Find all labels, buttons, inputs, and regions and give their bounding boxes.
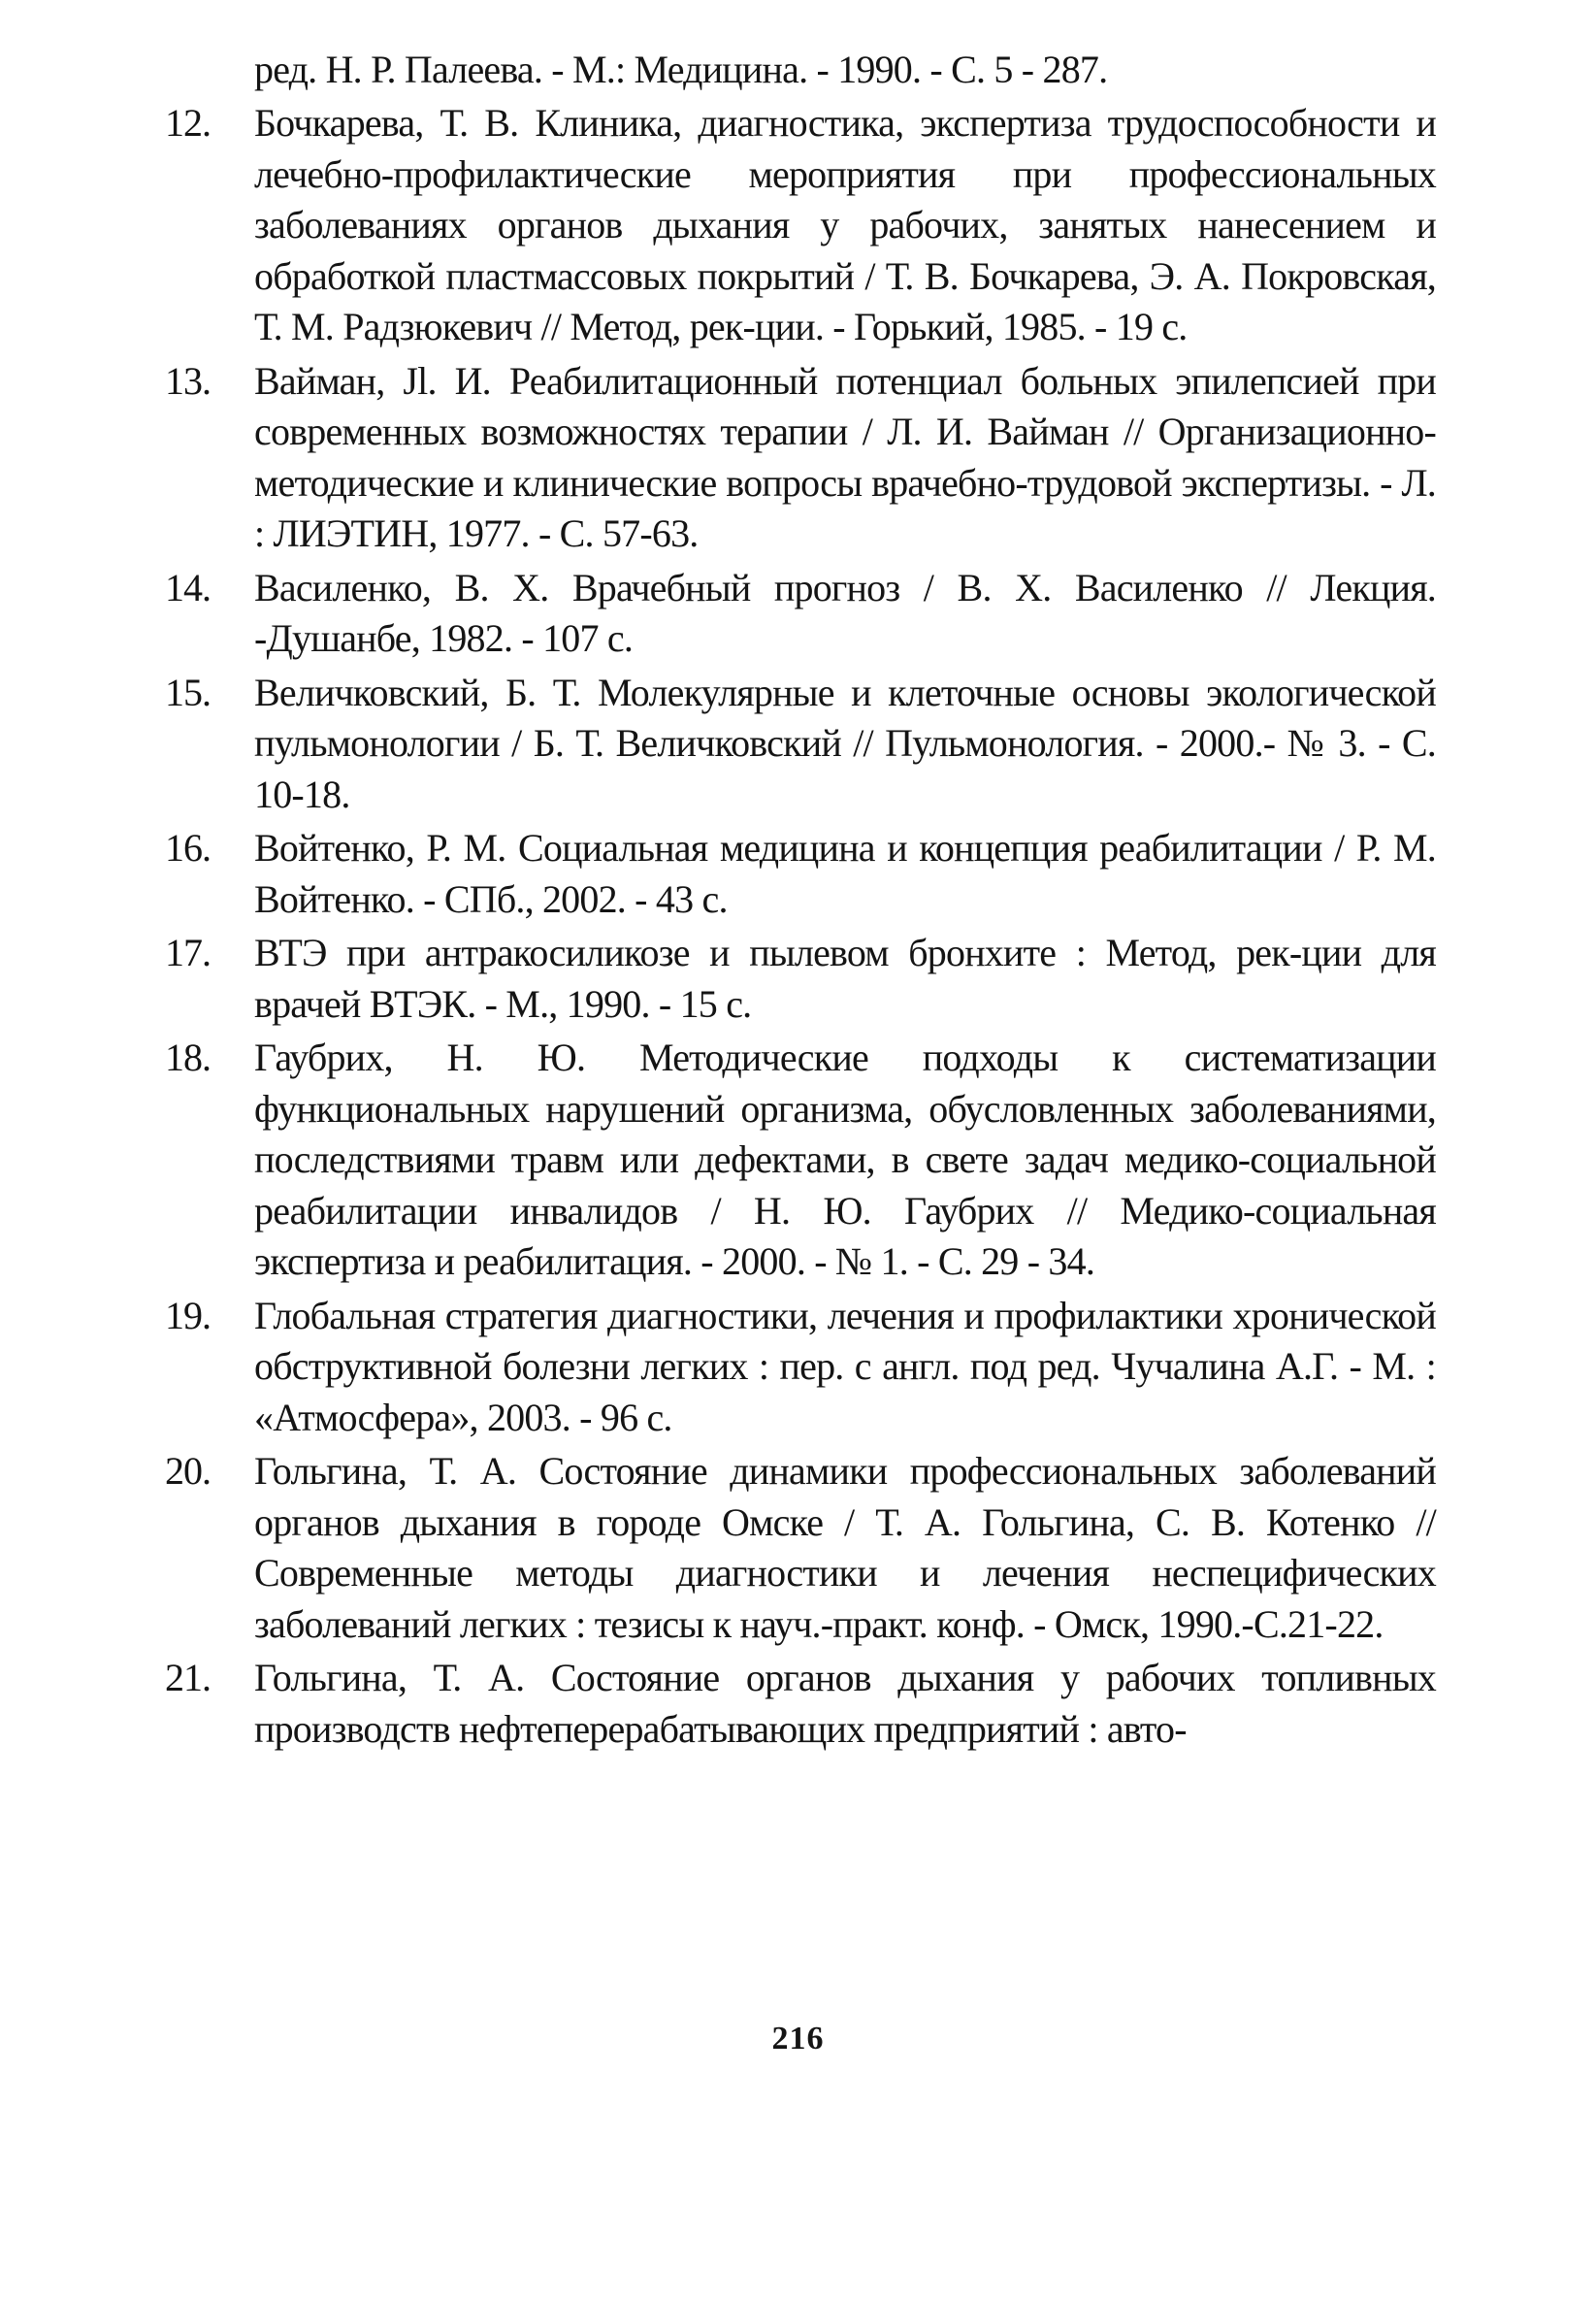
reference-item-18	[165, 1033, 1436, 1288]
reference-text: Гаубрих, Н. Ю. Методические подходы к систематизации функциональных нарушений организма, обусловленных заболеваниями, последствиями травм или дефектами, в свете задач медико-социальной реабилитации инвалидов / Н. Ю. Гаубрих // Медико-социальная экспертиза и реабилитация. - 2000. - № 1. - С. 29 - 34.	[254, 1036, 1436, 1283]
reference-continuation-line: ред. Н. Р. Палеева. - М.: Медицина. - 1990. - С. 5 - 287.	[254, 48, 1108, 91]
reference-list	[165, 45, 1436, 1755]
reference-number: 19.	[165, 1293, 211, 1337]
reference-number: 14.	[165, 565, 211, 609]
reference-item-15	[165, 668, 1436, 821]
reference-item-13	[165, 356, 1436, 560]
page-number: 216	[771, 2021, 825, 2056]
reference-item-19	[165, 1291, 1436, 1444]
reference-text: Гольгина, Т. А. Состояние динамики профессиональных заболеваний органов дыхания в городе Омске / Т. А. Гольгина, С. В. Котенко // Современные методы диагностики и лечения неспецифических заболеваний легких : тезисы к науч.-практ. конф. - Омск, 1990.-С.21-22.	[254, 1449, 1436, 1646]
reference-text: Бочкарева, Т. В. Клиника, диагностика, экспертиза трудоспособности и лечебно-профилактические мероприятия при профессиональных заболеваниях органов дыхания у рабочих, занятых нанесением и обработкой пластмассовых покрытий / Т. В. Бочкарева, Э. А. Покровская, Т. М. Радзюкевич // Метод, рек-ции. - Горький, 1985. - 19 с.	[254, 101, 1436, 348]
reference-text: Вайман, Jl. И. Реабилитационный потенциал больных эпилепсией при современных возможностях терапии / Л. И. Вайман // Организационно-методические и клинические вопросы врачебно-трудовой экспертизы. - Л. : ЛИЭТИН, 1977. - С. 57-63.	[254, 358, 1436, 555]
reference-text: Гольгина, Т. А. Состояние органов дыхания у рабочих топливных производств нефтеперерабатывающих предприятий : авто-	[254, 1656, 1436, 1751]
reference-text: Величковский, Б. Т. Молекулярные и клеточные основы экологической пульмонологии / Б. Т. Величковский // Пульмонология. - 2000.- № 3. - С. 10-18.	[254, 670, 1436, 816]
reference-number: 15.	[165, 670, 211, 714]
reference-item-16	[165, 823, 1436, 925]
reference-item-17	[165, 928, 1436, 1030]
reference-text: Войтенко, Р. М. Социальная медицина и концепция реабилитации / Р. М. Войтенко. - СПб., 2002. - 43 с.	[254, 826, 1436, 921]
reference-item-21	[165, 1653, 1436, 1755]
reference-text: Василенко, В. X. Врачебный прогноз / В. X. Василенко // Лекция. -Душанбе, 1982. - 107 с.	[254, 565, 1436, 660]
reference-item-20	[165, 1446, 1436, 1650]
reference-text: ВТЭ при антракосиликозе и пылевом бронхите : Метод, рек-ции для врачей ВТЭК. - М., 1990. - 15 с.	[254, 931, 1436, 1026]
reference-number: 16.	[165, 826, 211, 870]
reference-number: 12.	[165, 101, 211, 145]
reference-text: Глобальная стратегия диагностики, лечения и профилактики хронической обструктивной болезни легких : пер. с англ. под ред. Чучалина А.Г. - М. : «Атмосфера», 2003. - 96 с.	[254, 1293, 1436, 1439]
reference-item-12	[165, 98, 1436, 353]
reference-number: 17.	[165, 931, 211, 974]
reference-number: 18.	[165, 1036, 211, 1079]
reference-number: 20.	[165, 1449, 211, 1493]
reference-number: 13.	[165, 358, 211, 403]
reference-number: 21.	[165, 1656, 211, 1699]
reference-item-14	[165, 563, 1436, 665]
